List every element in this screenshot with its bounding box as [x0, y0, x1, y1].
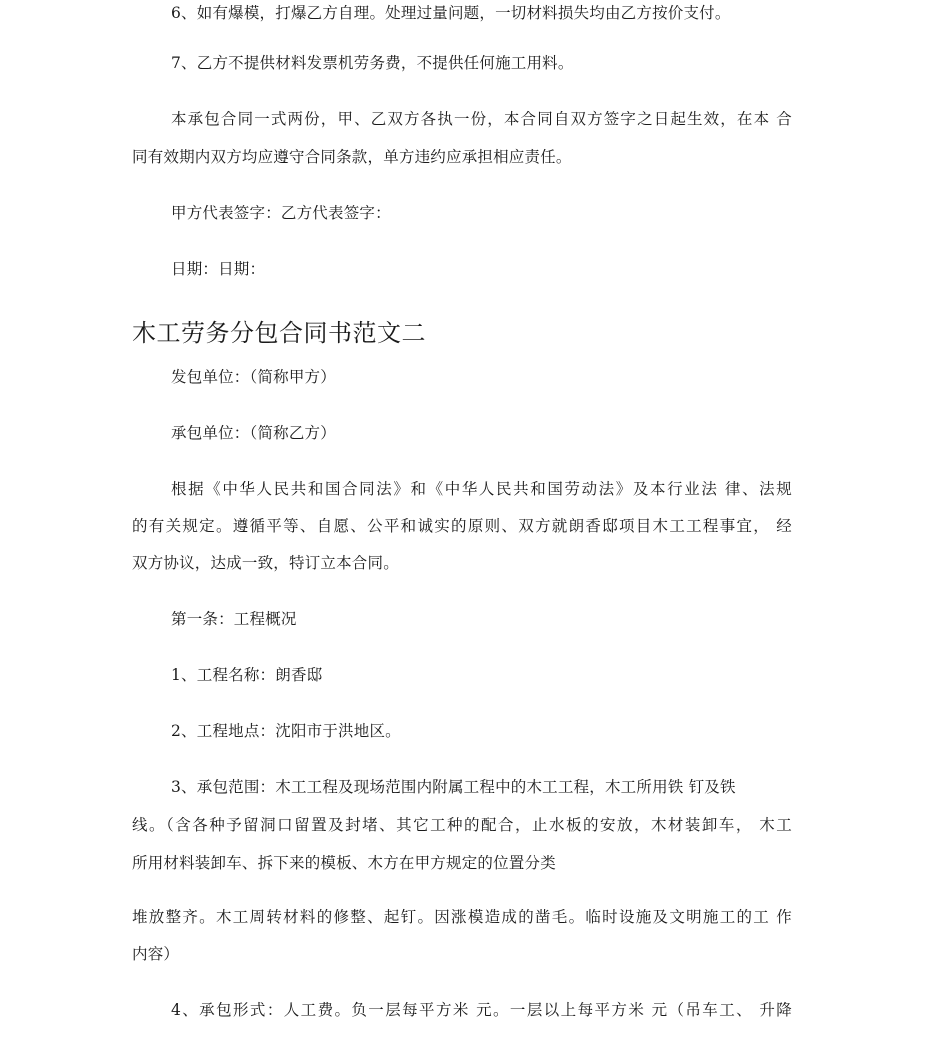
paragraph-line: 内容）	[132, 945, 180, 963]
article-heading: 第一条：工程概况	[171, 610, 297, 628]
paragraph-line: 所用材料装卸车、拆下来的模板、木方在甲方规定的位置分类	[132, 854, 556, 872]
paragraph-line: 双方协议，达成一致，特订立本合同。	[132, 554, 399, 572]
contractor-line: 发包单位：（简称甲方）	[171, 368, 336, 386]
clause-6: 6、如有爆模，打爆乙方自理。处理过量问题，一切材料损失均由乙方按价支付。	[171, 4, 731, 22]
section-title: 木工劳务分包合同书范文二	[132, 319, 426, 347]
paragraph-line: 的有关规定。遵循平等、自愿、公平和诚实的原则、双方就朗香邸项目木工工程事宜， 经	[132, 517, 792, 535]
list-item: 2、工程地点：沈阳市于洪地区。	[171, 722, 401, 740]
list-item: 4、承包形式：人工费。负一层每平方米 元。一层以上每平方米 元（吊车工、 升降	[171, 1001, 792, 1019]
signature-line: 甲方代表签字：乙方代表签字：	[171, 204, 391, 222]
paragraph-line: 线。（含各种予留洞口留置及封堵、其它工种的配合，止水板的安放，木材装卸车， 木工	[132, 816, 792, 834]
paragraph-line: 同有效期内双方均应遵守合同条款，单方违约应承担相应责任。	[132, 148, 572, 166]
list-item: 1、工程名称：朗香邸	[171, 666, 323, 684]
paragraph-line: 堆放整齐。木工周转材料的修整、起钉。因涨模造成的凿毛。临时设施及文明施工的工 作	[132, 908, 792, 926]
paragraph-line: 根据《中华人民共和国合同法》和《中华人民共和国劳动法》及本行业法 律、法规	[171, 480, 792, 498]
date-line: 日期：日期：	[171, 260, 266, 278]
clause-7: 7、乙方不提供材料发票机劳务费，不提供任何施工用料。	[171, 54, 574, 72]
list-item: 3、承包范围：木工工程及现场范围内附属工程中的木工工程，木工所用铁 钉及铁	[171, 778, 736, 796]
subcontractor-line: 承包单位：（简称乙方）	[171, 424, 336, 442]
paragraph-line: 本承包合同一式两份，甲、乙双方各执一份，本合同自双方签字之日起生效，在本 合	[171, 110, 792, 128]
